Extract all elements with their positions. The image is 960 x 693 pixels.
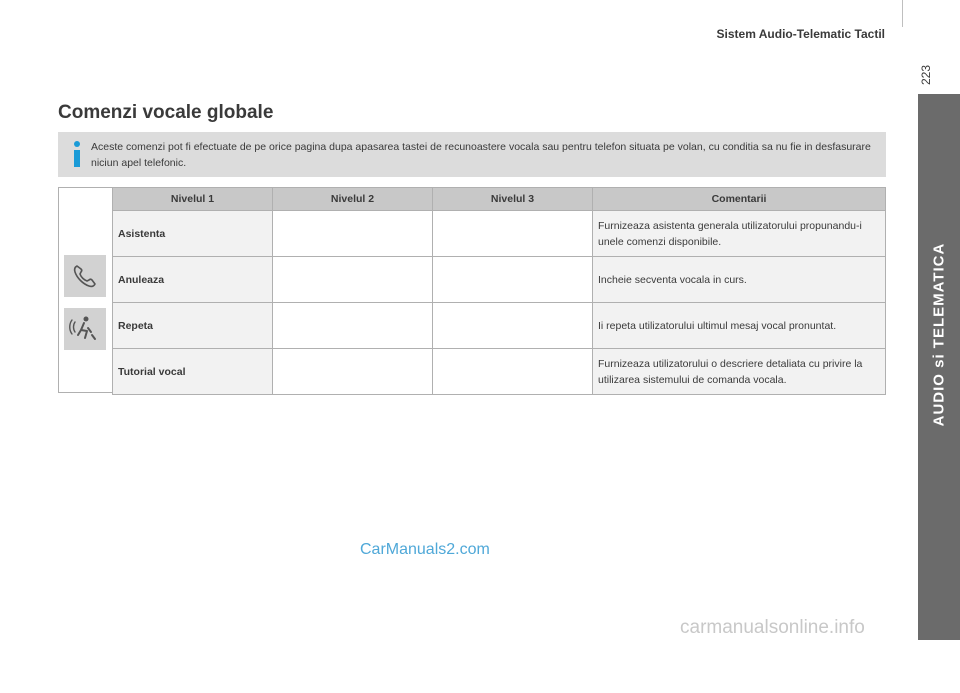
info-icon-bar (74, 150, 80, 167)
row-level-3 (433, 303, 593, 349)
page-number (919, 62, 942, 92)
voice-command-icon (64, 308, 106, 350)
row-comment: Incheie secventa vocala in curs. (593, 257, 886, 303)
row-level-3 (433, 349, 593, 395)
info-icon (72, 141, 82, 167)
table-row (113, 257, 886, 303)
section-title: Comenzi vocale globale (58, 102, 274, 123)
row-level-2 (273, 303, 433, 349)
row-level-1: Asistenta (113, 211, 273, 257)
row-level-1: Repeta (113, 303, 273, 349)
chapter-label: AUDIO si TELEMATICA (930, 242, 948, 427)
row-comment: Furnizeaza utilizatorului o descriere detaliata cu privire la utilizarea sistemului de comanda vocala. (593, 349, 886, 395)
chapter-number: 10 (920, 654, 958, 692)
table-row (113, 349, 886, 395)
row-level-2 (273, 257, 433, 303)
page-number-text: 223 (919, 64, 934, 86)
page-header-title: Sistem Audio-Telematic Tactil (716, 27, 885, 41)
row-level-1: Anuleaza (113, 257, 273, 303)
info-box (58, 132, 886, 177)
row-level-3 (433, 211, 593, 257)
row-comment: Ii repeta utilizatorului ultimul mesaj vocal pronuntat. (593, 303, 886, 349)
row-comment: Furnizeaza asistenta generala utilizatorului propunandu-i unele comenzi disponibile. (593, 211, 886, 257)
row-level-1: Tutorial vocal (113, 349, 273, 395)
header-comments: Comentarii (593, 188, 886, 211)
footer-watermark: carmanualsonline.info (680, 617, 865, 638)
phone-icon (64, 255, 106, 297)
info-icon-dot (74, 141, 80, 147)
header-divider (902, 0, 903, 27)
table-row (113, 211, 886, 257)
header-level-2: Nivelul 2 (273, 188, 433, 211)
row-level-2 (273, 349, 433, 395)
row-level-3 (433, 257, 593, 303)
row-level-2 (273, 211, 433, 257)
header-level-1: Nivelul 1 (113, 188, 273, 211)
table-row (113, 303, 886, 349)
voice-commands-table (112, 187, 886, 395)
watermark-link[interactable]: CarManuals2.com (360, 541, 490, 558)
chapter-side-tab (918, 94, 960, 692)
info-text: Aceste comenzi pot fi efectuate de pe orice pagina dupa apasarea tastei de recunoastere vocala sau pentru telefon situata pe volan, cu conditia sa nu fie in desfasurare niciun apel telefonic. (91, 141, 871, 169)
table-header-row (113, 188, 886, 211)
header-level-3: Nivelul 3 (433, 188, 593, 211)
icon-column (58, 187, 112, 393)
